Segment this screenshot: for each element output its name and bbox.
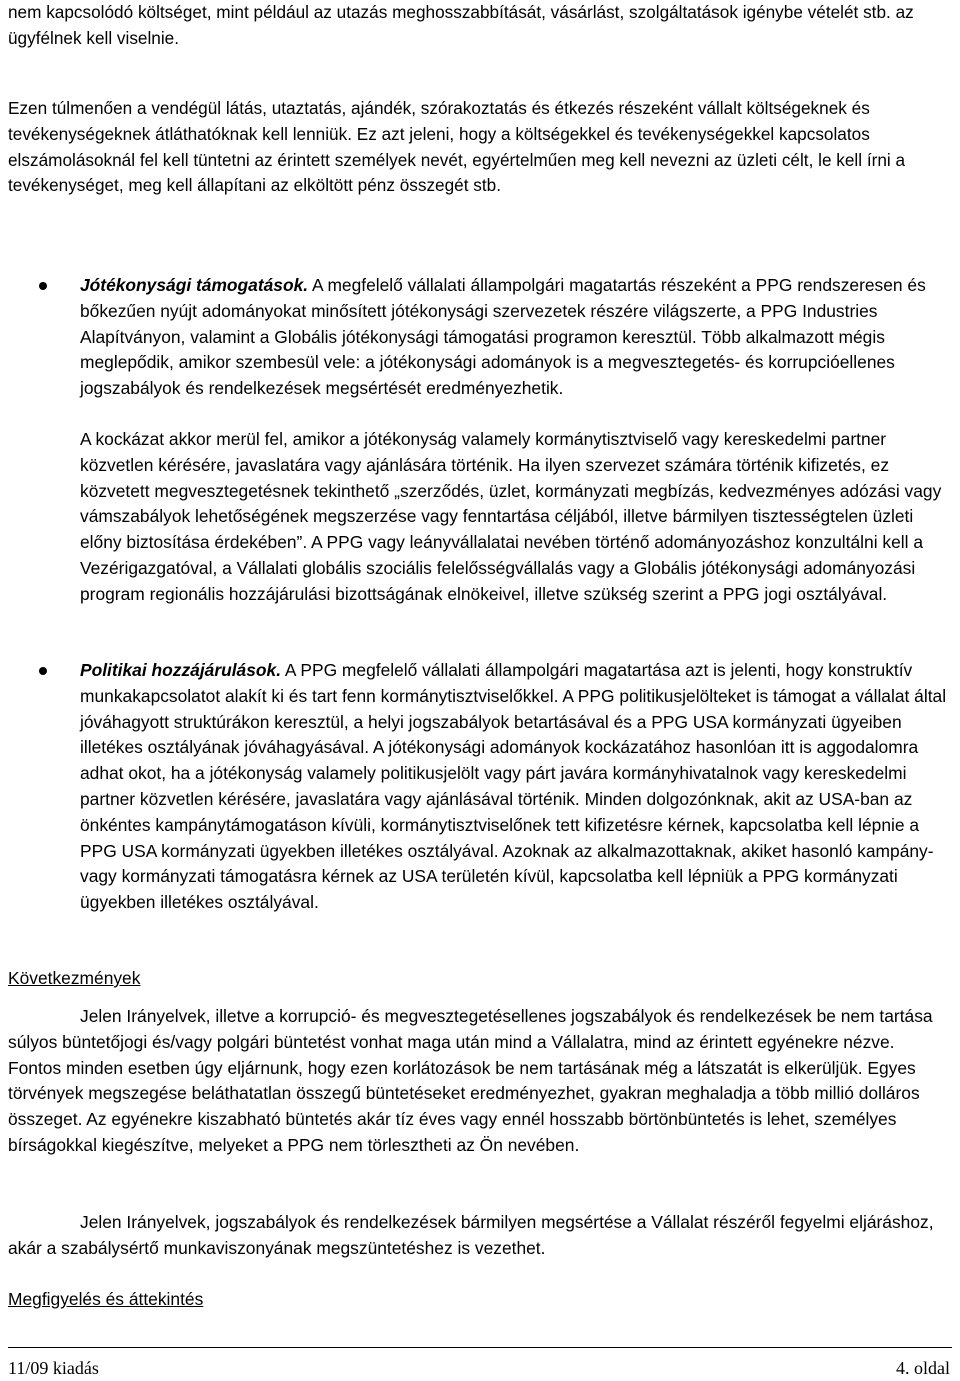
bullet-icon xyxy=(39,282,47,290)
transparency-paragraph: Ezen túlmenően a vendégül látás, utaztatás, ajándék, szórakoztatás és étkezés részeként vállalt költségeknek és tevékenységeknek átláthatóknak kell lenniük. Ez azt jeleni, hogy a költségekkel és tevékenységekkel kapcsolatos elszámolásoknál fel kell tüntetni az érintett személyek nevét, egyértelműen meg kell nevezni az üzleti célt, le kell írni a tevékenységet, meg kell állapítani az elköltött pénz összegét stb. xyxy=(8,98,906,196)
intro-continuation-paragraph: nem kapcsolódó költséget, mint például az utazás meghosszabbítását, vásárlást, szolgáltatások igénybe vételét stb. az ügyfélnek kell viselnie. xyxy=(8,2,914,48)
page-number: 4. oldal xyxy=(896,1358,950,1378)
edition-label: 11/09 kiadás xyxy=(8,1358,99,1378)
discipline-paragraph: Jelen Irányelvek, jogszabályok és rendelkezések bármilyen megsértése a Vállalat részéről fegyelmi eljáráshoz, akár a szabálysértő munkaviszonyának megszüntetéshez is vezethet. xyxy=(8,1212,934,1258)
political-text: A PPG megfelelő vállalati állampolgári magatartása azt is jelenti, hogy konstruktív munkakapcsolatot alakít ki és tart fenn kormánytisztviselőkkel. A PPG politikusjelölteket is támogat a vállalat által jóváhagyott struktúrákon keresztül, a helyi jogszabályok betartásával és a PPG USA kormányzati ügyeiben illetékes osztályának jóváhagyásával. A jótékonysági adományok kockázatához hasonlóan itt is aggodalomra adhat okot, ha a jótékonyság valamely politikusjelölt vagy párt javára kormányhivatalnok vagy kereskedelmi partner közvetlen kérésére, javaslatára vagy ajánlásával történik. Minden dolgozónknak, akit az USA-ban az önkéntes kampánytámogatáson kívüli, kormánytisztviselőnek tett kifizetésre kérnek, kapcsolatba kell lépnie a PPG USA kormányzati ügyekben illetékes osztályával. Azoknak az alkalmazottaknak, akiket hasonló kampány- vagy kormányzati támogatásra kérnek az USA területén kívül, kapcsolatba kell lépniük a PPG kormányzati ügyekben illetékes osztályával. xyxy=(80,660,947,913)
consequences-paragraph: Jelen Irányelvek, illetve a korrupció- és megvesztegetésellenes jogszabályok és rendelkezések be nem tartása súlyos büntetőjogi és/vagy polgári büntetést vonhat maga után mind a Vállalatra, mind az érintett egyénekre nézve. Fontos minden esetben úgy eljárnunk, hogy ezen korlátozások be nem tartásának még a látszatát is elkerüljük. Egyes törvények megszegése beláthatatlan összegű büntetéseket eredményezhet, gyakran meghaladja a több millió dolláros összeget. Az egyénekre kiszabható büntetés akár tíz éves vagy ennél hosszabb börtönbüntetés is lehet, személyes bírságokkal kiegészítve, melyeket a PPG nem törlesztheti az Ön nevében. xyxy=(8,1006,933,1155)
political-title: Politikai hozzájárulások. xyxy=(80,660,282,680)
charity-text: A megfelelő vállalati állampolgári magatartás részeként a PPG rendszeresen és bőkezűen nyújt adományokat minősített jótékonysági szervezetek részére világszerte, a PPG Industries Alapítványon, valamint a Globális jótékonysági támogatási programon keresztül. Több alkalmazott mégis meglepődik, amikor szembesül vele: a jótékonysági adományok is a megvesztegetés- és korrupcióellenes jogszabályok és rendelkezések megsértését eredményezhetik. xyxy=(80,275,926,399)
charity-section xyxy=(80,273,952,402)
charity-risk-paragraph: A kockázat akkor merül fel, amikor a jótékonyság valamely kormánytisztviselő vagy kereskedelmi partner közvetlen kérésére, javaslatára vagy ajánlására történik. Ha ilyen szervezet számára történik kifizetés, ez közvetett megvesztegetésnek tekinthető „szerződés, üzlet, kormányzati megbízás, kedvezményes adózási vagy vámszabályok lehetőségének megszerzése vagy fenntartása céljából, illetve bármilyen tisztességtelen üzleti előny biztosítása érdekében”. A PPG vagy leányvállalatai nevében történő adományozáshoz konzultálni kell a Vezérigazgatóval, a Vállalati globális szociális felelősségvállalás vagy a Globális jótékonysági adományozási program regionális hozzájárulási bizottságának elnökeivel, illetve szükség szerint a PPG jogi osztályával. xyxy=(80,429,942,604)
political-section xyxy=(80,658,952,916)
footer-divider xyxy=(8,1347,952,1348)
bullet-icon xyxy=(39,667,47,675)
monitoring-heading: Megfigyelés és áttekintés xyxy=(8,1289,204,1309)
consequences-heading: Következmények xyxy=(8,968,141,988)
charity-title: Jótékonysági támogatások. xyxy=(80,275,309,295)
